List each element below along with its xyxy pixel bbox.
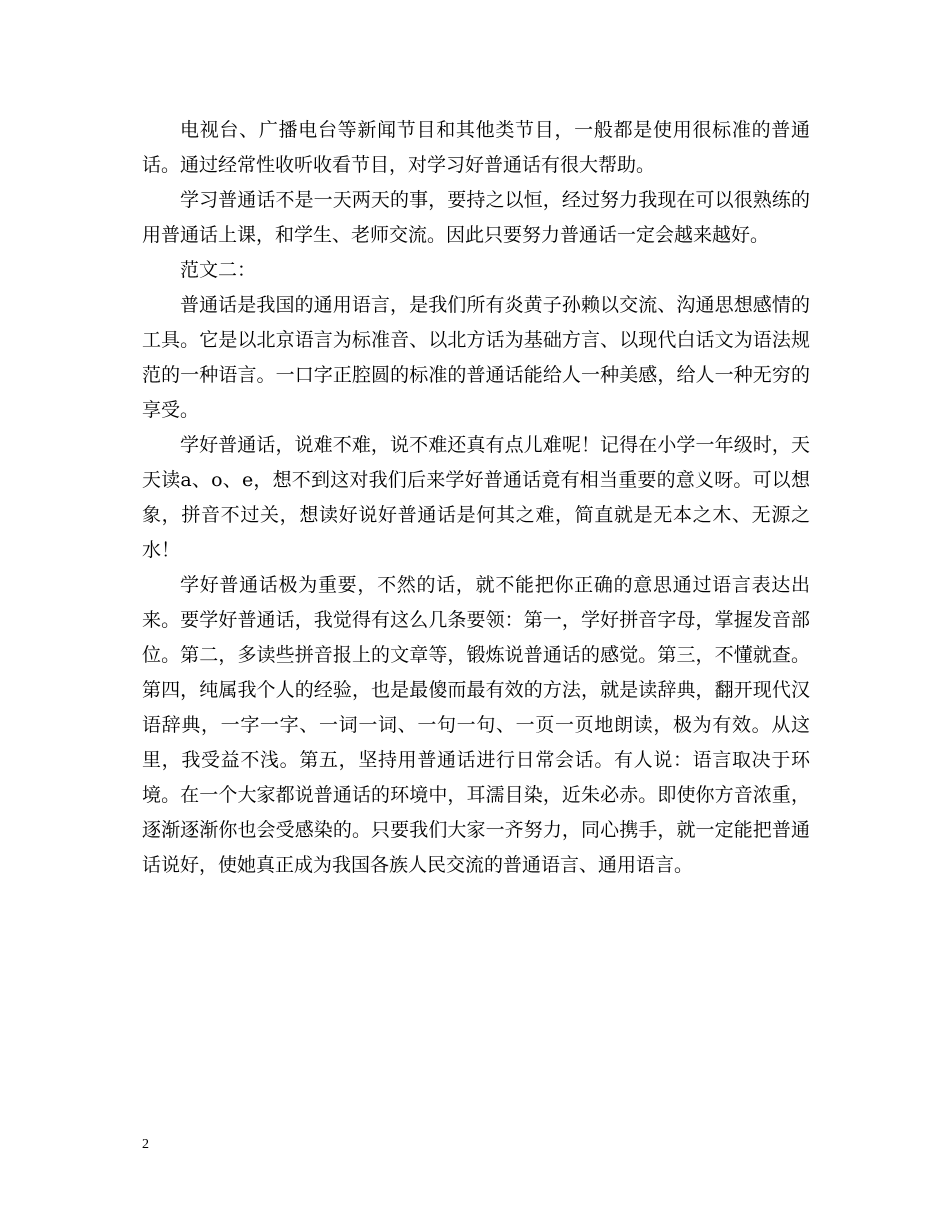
paragraph-1: 电视台、广播电台等新闻节目和其他类节目，一般都是使用很标准的普通话。通过经常性收听收看节目，对学习好普通话有很大帮助。 [142,119,810,176]
section-heading-example-two: 范文二： [180,259,257,281]
paragraph-5: 学好普通话极为重要，不然的话，就不能把你正确的意思通过语言表达出来。要学好普通话，我觉得有这么几条要领：第一，学好拼音字母，掌握发音部位。第二，多读些拼音报上的文章等，锻炼说普通话的感觉。第三，不懂就查。第四，纯属我个人的经验，也是最傻而最有效的方法，就是读辞典，翻开现代汉语辞典，一字一字、一词一词、一句一句、一页一页地朗读，极为有效。从这里，我受益不浅。第五，坚持用普通话进行日常会话。有人说：语言取决于环境。在一个大家都说普通话的环境中，耳濡目染，近朱必赤。即使你方音浓重，逐渐逐渐你也会受感染的。只要我们大家一齐努力，同心携手，就一定能把普通话说好，使她真正成为我国各族人民交流的普通语言、通用语言。 [142,574,810,876]
paragraph-2: 学习普通话不是一天两天的事，要持之以恒，经过努力我现在可以很熟练的用普通话上课，和学生、老师交流。因此只要努力普通话一定会越来越好。 [142,189,810,246]
paragraph-3: 普通话是我国的通用语言，是我们所有炎黄子孙赖以交流、沟通思想感情的工具。它是以北京语言为标准音、以北方话为基础方言、以现代白话文为语法规范的一种语言。一口字正腔圆的标准的普通话能给人一种美感，给人一种无穷的享受。 [142,294,810,421]
page-number: 2 [142,1137,149,1152]
paragraph-4: 学好普通话，说难不难，说不难还真有点儿难呢！记得在小学一年级时，天天读a、o、e，想不到这对我们后来学好普通话竟有相当重要的意义呀。可以想象，拼音不过关，想读好说好普通话是何其之难，简直就是无本之木、无源之水！ [142,434,810,561]
document-body [142,113,810,883]
